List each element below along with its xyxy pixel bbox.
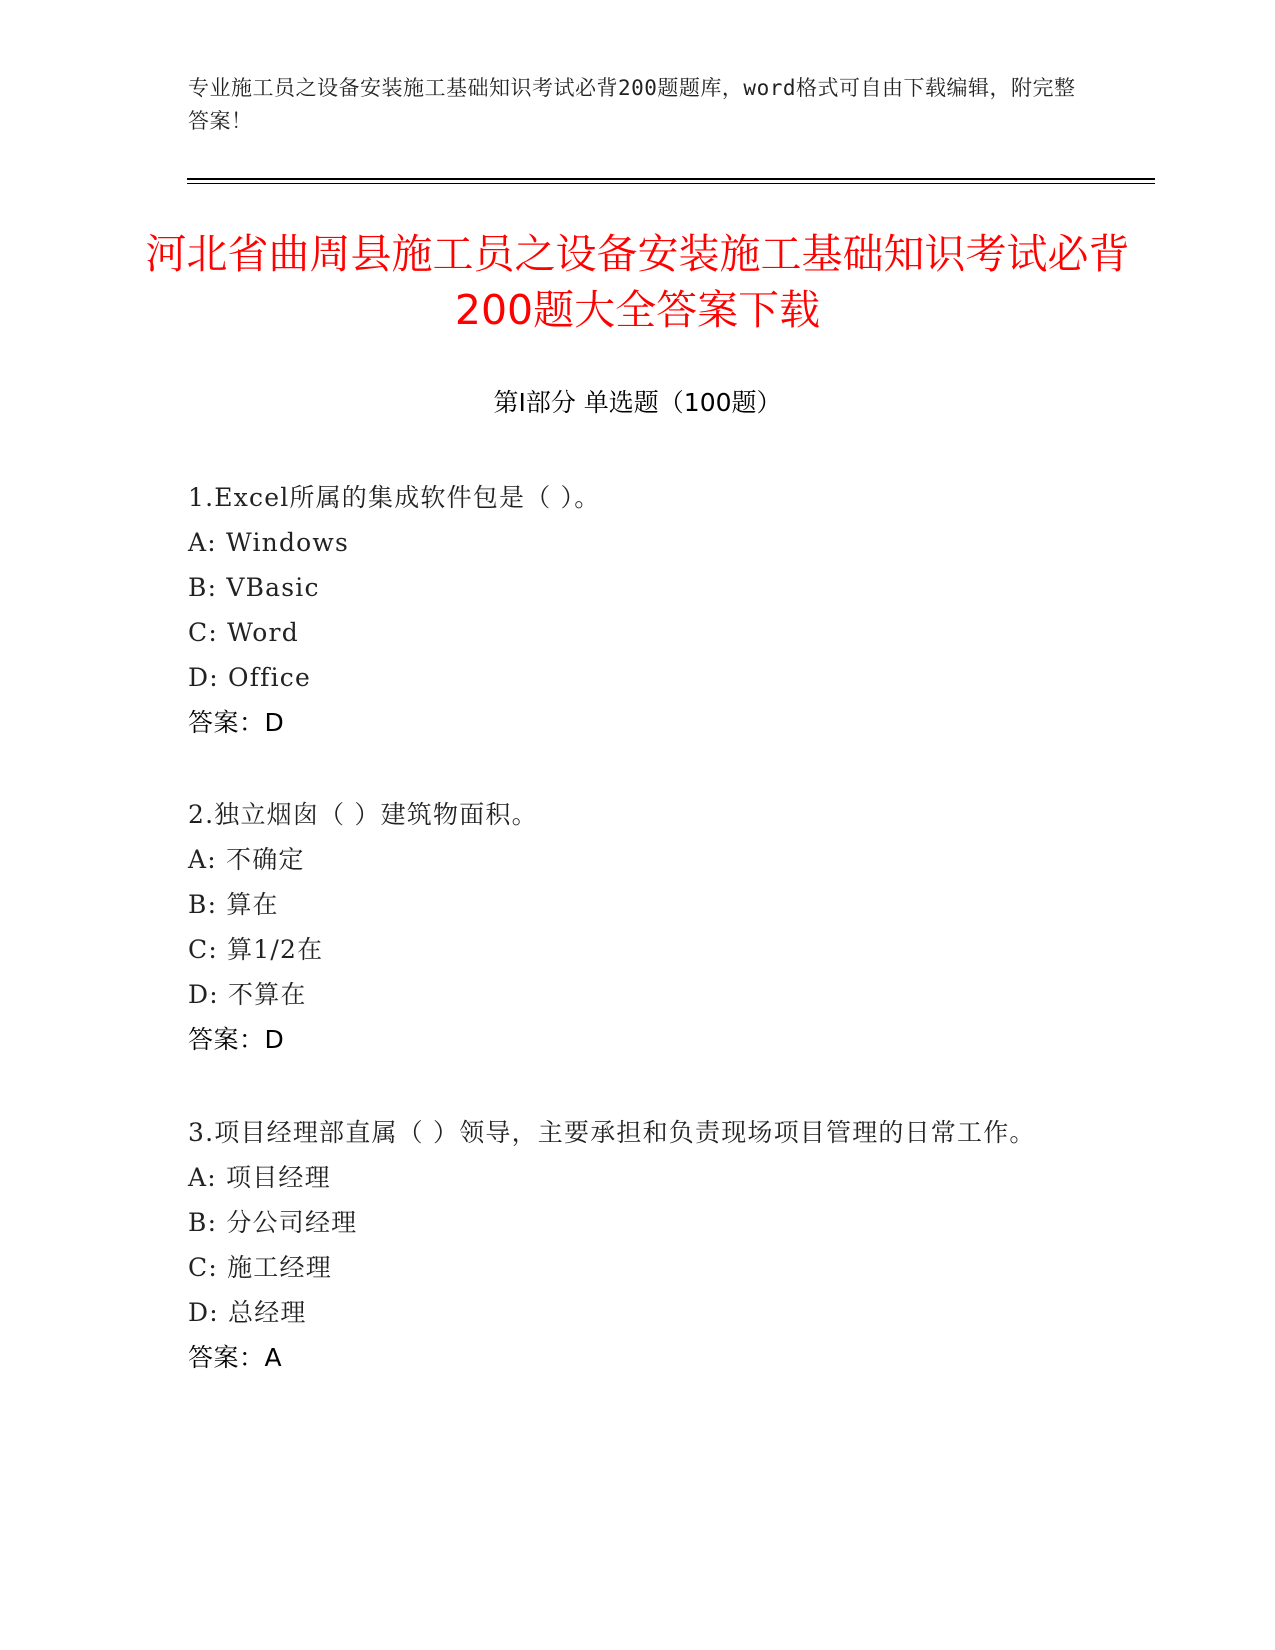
option-a: A: 不确定 [188,845,305,874]
question-3 [188,1110,1088,1380]
section-title: 第I部分 单选题（100题） [493,388,782,417]
option-a: A: Windows [188,528,350,557]
option-d: D: 不算在 [188,980,307,1009]
answer: 答案：D [188,708,285,737]
header-note: 专业施工员之设备安装施工基础知识考试必背200题题库，word格式可自由下载编辑，附完整答案！ [188,76,1076,133]
option-d: D: Office [188,663,312,692]
answer: 答案：D [188,1025,285,1054]
option-b: B: 分公司经理 [188,1208,358,1237]
question-stem: 1.Excel所属的集成软件包是（ ）。 [188,483,601,512]
option-c: C: 施工经理 [188,1253,332,1282]
option-c: C: 算1/2在 [188,935,324,964]
question-2 [188,792,1088,1062]
option-d: D: 总经理 [188,1298,307,1327]
question-stem: 3.项目经理部直属（ ）领导，主要承担和负责现场项目管理的日常工作。 [188,1118,1036,1147]
option-a: A: 项目经理 [188,1163,331,1192]
document-title: 河北省曲周县施工员之设备安装施工基础知识考试必背200题大全答案下载 [145,230,1130,334]
header-divider-thin [187,183,1155,184]
option-b: B: VBasic [188,573,320,602]
option-b: B: 算在 [188,890,279,919]
question-1 [188,475,1088,745]
header-divider-thick [187,178,1155,180]
option-c: C: Word [188,618,299,647]
question-stem: 2.独立烟囱（ ）建筑物面积。 [188,800,538,829]
answer: 答案：A [188,1343,283,1372]
